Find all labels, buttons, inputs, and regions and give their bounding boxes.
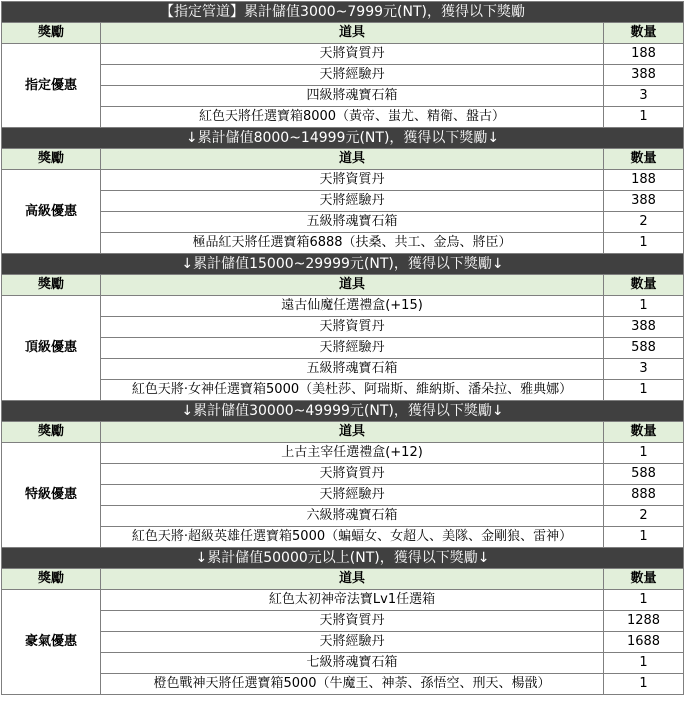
item-name: 天將經驗丹 [101, 65, 604, 86]
item-name: 五級將魂寶石箱 [101, 212, 604, 233]
item-quantity: 188 [604, 170, 684, 191]
item-quantity: 1 [604, 590, 684, 611]
table-row [2, 170, 684, 191]
table-row [2, 653, 684, 674]
reward-table-body [2, 2, 684, 695]
item-quantity: 3 [604, 359, 684, 380]
column-header-item: 道具 [101, 275, 604, 296]
table-row [2, 86, 684, 107]
item-quantity: 1 [604, 443, 684, 464]
item-name: 遠古仙魔任選禮盒(+15) [101, 296, 604, 317]
section-title: ↓累計儲值8000~14999元(NT)，獲得以下獎勵↓ [2, 128, 684, 149]
table-row [2, 212, 684, 233]
section-title: ↓累計儲值15000~29999元(NT)，獲得以下獎勵↓ [2, 254, 684, 275]
item-quantity: 388 [604, 65, 684, 86]
column-header-item: 道具 [101, 149, 604, 170]
table-row [2, 296, 684, 317]
column-header-qty: 數量 [604, 275, 684, 296]
table-row [2, 527, 684, 548]
column-header-qty: 數量 [604, 23, 684, 44]
column-header-row [2, 569, 684, 590]
section-title-row [2, 401, 684, 422]
item-name: 橙色戰神天將任選寶箱5000（牛魔王、神荼、孫悟空、刑天、楊戩） [101, 674, 604, 695]
item-name: 天將資質丹 [101, 611, 604, 632]
item-name: 五級將魂寶石箱 [101, 359, 604, 380]
table-row [2, 485, 684, 506]
column-header-reward: 獎勵 [2, 275, 101, 296]
item-quantity: 1 [604, 674, 684, 695]
table-row [2, 359, 684, 380]
section-title-row [2, 128, 684, 149]
table-row [2, 191, 684, 212]
item-quantity: 1 [604, 380, 684, 401]
table-row [2, 380, 684, 401]
table-row [2, 338, 684, 359]
tier-label: 頂級優惠 [2, 296, 101, 401]
column-header-row [2, 422, 684, 443]
item-quantity: 1288 [604, 611, 684, 632]
section-title: ↓累計儲值30000~49999元(NT)，獲得以下獎勵↓ [2, 401, 684, 422]
table-row [2, 632, 684, 653]
item-quantity: 1 [604, 527, 684, 548]
section-title: 【指定管道】累計儲值3000~7999元(NT)，獲得以下獎勵 [2, 2, 684, 23]
tier-label: 指定優惠 [2, 44, 101, 128]
table-row [2, 44, 684, 65]
item-name: 上古主宰任選禮盒(+12) [101, 443, 604, 464]
column-header-row [2, 149, 684, 170]
item-quantity: 1 [604, 107, 684, 128]
table-row [2, 674, 684, 695]
item-name: 天將經驗丹 [101, 632, 604, 653]
item-quantity: 888 [604, 485, 684, 506]
item-quantity: 1688 [604, 632, 684, 653]
item-quantity: 388 [604, 317, 684, 338]
item-quantity: 2 [604, 506, 684, 527]
tier-label: 高級優惠 [2, 170, 101, 254]
column-header-qty: 數量 [604, 149, 684, 170]
item-name: 紅色天將·女神任選寶箱5000（美杜莎、阿瑞斯、維納斯、潘朵拉、雅典娜） [101, 380, 604, 401]
table-row [2, 443, 684, 464]
item-quantity: 1 [604, 653, 684, 674]
tier-label: 豪氣優惠 [2, 590, 101, 695]
table-row [2, 506, 684, 527]
item-name: 紅色太初神帝法寶Lv1任選箱 [101, 590, 604, 611]
item-quantity: 588 [604, 464, 684, 485]
column-header-row [2, 23, 684, 44]
item-name: 紅色天將·超級英雄任選寶箱5000（蝙蝠女、女超人、美隊、金剛狼、雷神） [101, 527, 604, 548]
item-quantity: 3 [604, 86, 684, 107]
item-name: 紅色天將任選寶箱8000（黃帝、蚩尤、精衛、盤古） [101, 107, 604, 128]
item-quantity: 188 [604, 44, 684, 65]
table-row [2, 233, 684, 254]
column-header-item: 道具 [101, 422, 604, 443]
tier-label: 特級優惠 [2, 443, 101, 548]
item-quantity: 1 [604, 233, 684, 254]
column-header-row [2, 275, 684, 296]
item-name: 天將經驗丹 [101, 485, 604, 506]
reward-table [1, 1, 684, 695]
table-row [2, 65, 684, 86]
column-header-qty: 數量 [604, 422, 684, 443]
item-name: 天將資質丹 [101, 317, 604, 338]
item-name: 極品紅天將任選寶箱6888（扶桑、共工、金烏、將臣） [101, 233, 604, 254]
column-header-reward: 獎勵 [2, 569, 101, 590]
item-name: 四級將魂寶石箱 [101, 86, 604, 107]
column-header-item: 道具 [101, 569, 604, 590]
item-quantity: 1 [604, 296, 684, 317]
item-quantity: 588 [604, 338, 684, 359]
section-title-row [2, 254, 684, 275]
item-name: 天將資質丹 [101, 44, 604, 65]
item-name: 天將資質丹 [101, 464, 604, 485]
column-header-qty: 數量 [604, 569, 684, 590]
item-quantity: 388 [604, 191, 684, 212]
column-header-item: 道具 [101, 23, 604, 44]
table-row [2, 107, 684, 128]
table-row [2, 317, 684, 338]
section-title: ↓累計儲值50000元以上(NT)，獲得以下獎勵↓ [2, 548, 684, 569]
item-name: 六級將魂寶石箱 [101, 506, 604, 527]
column-header-reward: 獎勵 [2, 149, 101, 170]
item-name: 天將經驗丹 [101, 191, 604, 212]
section-title-row [2, 2, 684, 23]
item-name: 天將經驗丹 [101, 338, 604, 359]
column-header-reward: 獎勵 [2, 23, 101, 44]
item-name: 七級將魂寶石箱 [101, 653, 604, 674]
section-title-row [2, 548, 684, 569]
table-row [2, 611, 684, 632]
item-quantity: 2 [604, 212, 684, 233]
column-header-reward: 獎勵 [2, 422, 101, 443]
item-name: 天將資質丹 [101, 170, 604, 191]
table-row [2, 590, 684, 611]
table-row [2, 464, 684, 485]
